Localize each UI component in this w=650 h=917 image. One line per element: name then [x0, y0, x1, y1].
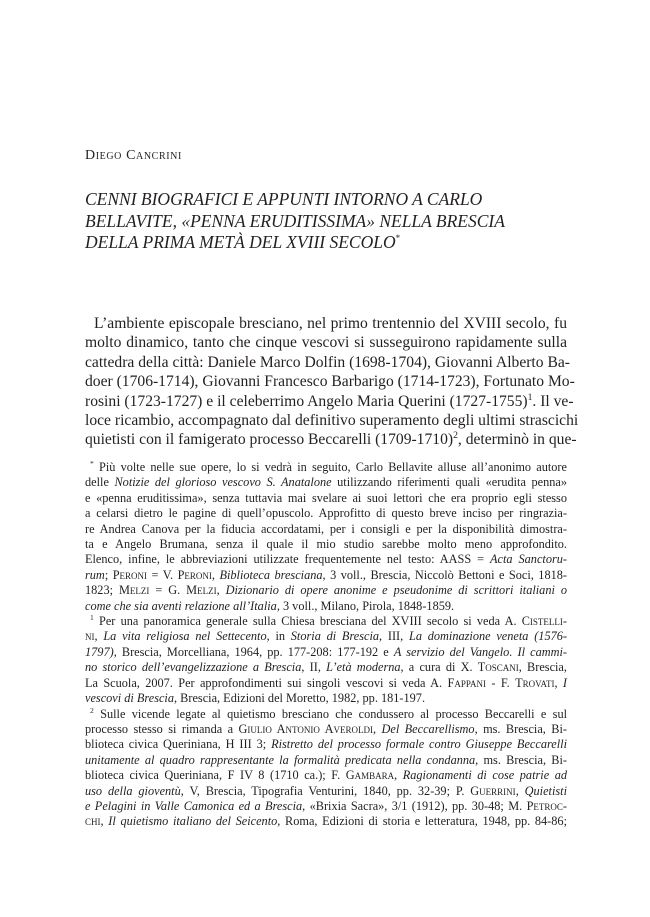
body-paragraph: [85, 314, 579, 450]
title-note-mark: *: [395, 233, 401, 244]
footnote-line: a celarsi dietro le pagine di quell’opuscolo. Approfitto di questo breve inciso per ringrazia-: [85, 506, 567, 521]
footnote-line: e «penna eruditissima», senza tuttavia mai svelare ai suoi lettori che era proprio egli stesso: [85, 490, 567, 505]
body-line: L’ambiente episcopale bresciano, nel primo trentennio del XVIII secolo, fu: [94, 315, 567, 332]
footnote-line: processo stesso si rimanda a Giulio Antonio Averoldi, Del Beccarellismo, ms. Brescia, Bi-: [85, 721, 568, 736]
footnote-line: ni, La vita religiosa nel Settecento, in Storia di Brescia, III, La dominazione veneta (1576-: [85, 629, 567, 644]
footnote-line: unitamente al quadro rappresentante la formalità predicata nella condanna, ms. Brescia, Bi-: [85, 752, 568, 767]
footnote-1: $^1$ Per una panoramica generale sulla Chiesa bresciana del XVIII secolo si veda A. Cistelli-: [90, 612, 568, 629]
title-line: DELLA PRIMA METÀ DEL XVIII SECOLO*: [85, 232, 401, 252]
footnote-line: blioteca civica Queriniana, H III 3; Ristretto del processo formale contro Giuseppe Beccarelli: [85, 737, 568, 752]
footnote-line: rum; Peroni = V. Peroni, Biblioteca bresciana, 3 voll., Brescia, Niccolò Bettoni e Soci, 1818-: [85, 567, 567, 582]
footnote-ref-1: 1: [527, 391, 533, 403]
footnote-line: delle Notizie del glorioso vescovo S. Anatalone utilizzando riferimenti quali «erudita penna»: [85, 475, 567, 490]
footnote-line: re Andrea Canova per la fiducia accordatami, per i consigli e per la disponibilità dimostra-: [85, 521, 567, 536]
footnote-2: $^2$ Sulle vicende legate al quietismo bresciano che condussero al processo Beccarelli e sul: [90, 705, 568, 721]
footnote-star: * Più volte nelle sue opere, lo si vedrà in seguito, Carlo Bellavite alluse all’anonimo autore: [90, 458, 567, 474]
footnote-line: 1797), Brescia, Morcelliana, 1964, pp. 177-208: 177-192 e A servizio del Vangelo. Il cammi-: [85, 644, 567, 659]
body-line: rosini (1723-1727) e il celeberrimo Angelo Maria Querini (1727-1755)$^1$. Il ve-: [85, 391, 574, 410]
body-line: cattedra della città: Daniele Marco Dolfin (1698-1704), Giovanni Alberto Ba-: [85, 353, 570, 371]
body-line: quietisti con il famigerato processo Beccarelli (1709-1710)$^2$, determinò in que-: [85, 430, 577, 449]
title-line: CENNI BIOGRAFICI E APPUNTI INTORNO A CARLO: [85, 189, 483, 209]
body-line: doer (1706-1714), Giovanni Francesco Barbarigo (1714-1723), Fortunato Mo-: [85, 373, 575, 391]
footnote-line: 1823; Melzi = G. Melzi, Dizionario di opere anonime e pseudonime di scrittori italiani o: [85, 583, 567, 598]
footnote-line: vescovi di Brescia, Brescia, Edizioni del Moretto, 1982, pp. 181-197.: [85, 691, 426, 706]
footnote-line: ta e Angelo Brumana, senza il quale il mio studio sarebbe molto meno approfondito.: [85, 537, 567, 552]
footnote-line: uso della gioventù, V, Brescia, Tipografia Venturini, 1840, pp. 32-39; P. Guerrini, Quietisti: [85, 783, 567, 798]
footnote-ref-2: 2: [453, 430, 458, 442]
footnote-line: come che sia aventi relazione all’Italia, 3 voll., Milano, Pirola, 1848-1859.: [85, 598, 455, 613]
footnote-line: blioteca civica Queriniana, F IV 8 (1710 ca.); F. Gambara, Ragionamenti di cose patrie ad: [85, 768, 567, 783]
footnote-line: La Scuola, 2007. Per approfondimenti sui singoli vescovi si veda A. Fappani - F. Trovati, I: [85, 675, 567, 690]
body-line: molto dinamico, tanto che cinque vescovi si susseguirono rapidamente sulla: [85, 334, 567, 352]
author-name: Diego Cancrini: [85, 148, 182, 163]
footnote-line: Elenco, infine, le abbreviazioni utilizzate frequentemente nel testo: AASS = Acta Sanctoru-: [85, 552, 567, 567]
footnote-line: no storico dell’evangelizzazione a Brescia, II, L’età moderna, a cura di X. Toscani, Brescia,: [85, 660, 567, 675]
title-line: BELLAVITE, «PENNA ERUDITISSIMA» NELLA BRESCIA: [85, 210, 505, 231]
footnote-line: chi, Il quietismo italiano del Seicento, Roma, Edizioni di storia e letteratura, 1948, pp. 84-86;: [85, 814, 567, 829]
footnotes: [85, 460, 567, 830]
body-line: loce ricambio, accompagnato dal definitivo superamento degli ultimi strascichi: [85, 412, 579, 430]
footnote-line: e Pelagini in Valle Camonica ed a Brescia, «Brixia Sacra», 3/1 (1912), pp. 30-48; M. Petroc-: [85, 798, 567, 813]
article-title: [85, 189, 555, 254]
